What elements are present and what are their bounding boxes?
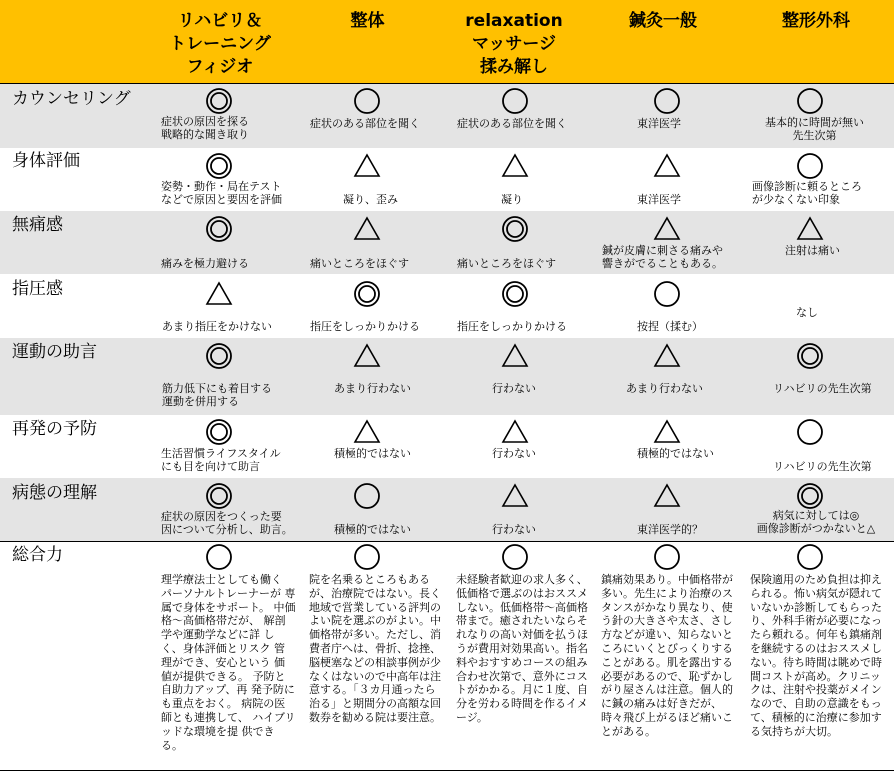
circle-icon xyxy=(653,87,679,113)
triangle-icon xyxy=(353,152,379,178)
triangle-icon xyxy=(653,482,679,508)
row-label-prevention: 再発の予防 xyxy=(12,419,97,439)
double-circle-icon xyxy=(796,482,822,508)
note-pressure-seitai: 指圧をしっかりかける xyxy=(310,320,420,333)
note-pathology-orthopedics: 病気に対しては◎ 画像診断がつかないと△ xyxy=(756,509,876,535)
circle-icon xyxy=(353,482,379,508)
row-label-overall: 総合力 xyxy=(12,545,63,565)
circle-icon xyxy=(353,543,379,569)
summary-acupuncture: 鎮痛効果あり。中価格帯が多い。先生により治療のスタンスがかなり異なり、使う針の大きさや太さ、さし方などが違い、知らないところにいくとびっくりすることがある。肌を露出する必要があるので、恥ずかしがり屋さんは注意。個人的に鍼の痛みは好きだが、時々飛び上がるほど痛いことがある。 xyxy=(601,573,733,738)
summary-seitai: 院を名乗るところもあるが、治療院ではない。長く地域で営業している評判のよい院を選ぶのがよい。中価格帯が多い。ただし、消費者庁へは、骨折、捻挫、脳梗塞などの相談事例が少なくはないので中高年は注意する。「３カ月通ったら治る」と期間分の高額な回数券を勧める院は要注意。 xyxy=(309,573,441,724)
summary-physio: 理学療法士としても働く パーソナルトレーナーが 専属で身体をサポート。 中価格～高価格帯だが、 解剖学や運動学などに詳 しく、身体評価とリスク 管理ができ、安心という 価値が提供できる。 予防と自助力アップ、再 発予防にも重点をおく。 病院の医師とも連携して、 ハイブリッドな環境を提 供できる。 xyxy=(161,573,296,752)
column-header-physio: リハビリ＆ トレーニング フィジオ xyxy=(169,11,271,77)
double-circle-icon xyxy=(353,280,379,306)
double-circle-icon xyxy=(205,482,231,508)
triangle-icon xyxy=(353,418,379,444)
table-rule xyxy=(0,541,894,542)
note-exercise-massage: 行わない xyxy=(492,382,536,395)
note-prevention-orthopedics: リハビリの先生次第 xyxy=(773,460,872,473)
double-circle-icon xyxy=(796,342,822,368)
note-painless-physio: 痛みを極力避ける xyxy=(161,257,249,270)
table-rule xyxy=(0,770,894,771)
double-circle-icon xyxy=(205,342,231,368)
triangle-icon xyxy=(653,215,679,241)
row-label-counseling: カウンセリング xyxy=(12,89,131,109)
triangle-icon xyxy=(653,342,679,368)
note-assessment-seitai: 凝り、歪み xyxy=(343,193,398,206)
note-exercise-physio: 筋力低下にも着目する 運動を併用する xyxy=(162,382,272,408)
note-exercise-seitai: あまり行わない xyxy=(334,382,411,395)
circle-icon xyxy=(501,87,527,113)
note-pathology-acupuncture: 東洋医学的？ xyxy=(637,523,703,536)
triangle-icon xyxy=(501,342,527,368)
row-label-exercise: 運動の助言 xyxy=(12,342,97,362)
row-label-pathology: 病態の理解 xyxy=(12,483,97,503)
note-pressure-physio: あまり指圧をかけない xyxy=(162,320,272,333)
double-circle-icon xyxy=(205,87,231,113)
column-header-massage: relaxation マッサージ 揉み解し xyxy=(465,11,563,77)
note-pathology-physio: 症状の原因をつくった要 因について分析し、助言。 xyxy=(161,510,293,536)
note-assessment-acupuncture: 東洋医学 xyxy=(637,193,681,206)
note-counseling-physio: 症状の原因を探る 戦略的な聞き取り xyxy=(161,115,249,141)
note-painless-seitai: 痛いところをほぐす xyxy=(310,257,409,270)
note-pressure-acupuncture: 按捏（揉む） xyxy=(637,320,703,333)
double-circle-icon xyxy=(205,418,231,444)
circle-icon xyxy=(653,543,679,569)
note-counseling-acupuncture: 東洋医学 xyxy=(637,117,681,130)
column-header-seitai: 整体 xyxy=(350,11,385,31)
note-painless-orthopedics: 注射は痛い xyxy=(785,244,840,257)
double-circle-icon xyxy=(205,152,231,178)
table-rule xyxy=(0,83,894,84)
circle-icon xyxy=(796,87,822,113)
triangle-icon xyxy=(501,418,527,444)
note-pathology-seitai: 積極的ではない xyxy=(334,523,411,536)
circle-icon xyxy=(501,543,527,569)
summary-massage: 未経験者歓迎の求人多く、低価格で選ぶのはおススメしない。低価格帯～高価格帯まで。癒されたいならそれなりの高い対価を払うほうが費用対効果高い。指名料やおすすめコースの組み合わせ次第で、意外にコストがかかる。月に１度、自分を労わる時間を作るイメージ。 xyxy=(456,573,588,724)
double-circle-icon xyxy=(205,215,231,241)
triangle-icon xyxy=(653,152,679,178)
summary-orthopedics: 保険適用のため負担は抑えられる。怖い病気が隠れていないか診断してもらったり、外科手術が必要になったら頼れる。何年も鎮痛剤を継続するのはおススメしない。待ち時間は眺めで時間コストが高め。クリニックは、注射や投薬がメインなので、自助の意識をもって、積極的に治療に参加する気持ちが大切。 xyxy=(750,573,882,738)
circle-icon xyxy=(653,280,679,306)
note-painless-acupuncture: 鍼が皮膚に刺さる痛みや 響きがでることもある。 xyxy=(602,244,723,270)
double-circle-icon xyxy=(501,215,527,241)
note-pathology-massage: 行わない xyxy=(492,523,536,536)
double-circle-icon xyxy=(501,280,527,306)
column-header-orthopedics: 整形外科 xyxy=(782,11,850,31)
triangle-icon xyxy=(353,215,379,241)
note-exercise-orthopedics: リハビリの先生次第 xyxy=(773,382,872,395)
circle-icon xyxy=(796,418,822,444)
note-prevention-seitai: 積極的ではない xyxy=(334,447,411,460)
triangle-icon xyxy=(796,215,822,241)
column-header-acupuncture: 鍼灸一般 xyxy=(629,11,697,31)
row-label-pressure: 指圧感 xyxy=(12,279,63,299)
circle-icon xyxy=(205,543,231,569)
note-assessment-massage: 凝り xyxy=(501,193,523,206)
note-prevention-physio: 生活習慣ライフスタイル にも目を向けて助言 xyxy=(161,447,281,473)
triangle-icon xyxy=(205,280,231,306)
circle-icon xyxy=(353,87,379,113)
note-counseling-massage: 症状のある部位を聞く xyxy=(457,117,567,130)
row-label-assessment: 身体評価 xyxy=(12,151,80,171)
row-label-painless: 無痛感 xyxy=(12,215,63,235)
note-prevention-acupuncture: 積極的ではない xyxy=(637,447,714,460)
triangle-icon xyxy=(353,342,379,368)
note-counseling-orthopedics: 基本的に時間が無い 先生次第 xyxy=(765,116,864,142)
triangle-icon xyxy=(501,482,527,508)
circle-icon xyxy=(796,152,822,178)
note-assessment-physio: 姿勢・動作・局在テスト などで原因と要因を評価 xyxy=(161,180,282,206)
circle-icon xyxy=(796,543,822,569)
note-painless-massage: 痛いところをほぐす xyxy=(457,257,556,270)
note-exercise-acupuncture: あまり行わない xyxy=(626,382,703,395)
triangle-icon xyxy=(653,418,679,444)
note-counseling-seitai: 症状のある部位を聞く xyxy=(310,117,420,130)
triangle-icon xyxy=(501,152,527,178)
note-prevention-massage: 行わない xyxy=(492,447,536,460)
note-pressure-orthopedics: なし xyxy=(796,306,818,319)
note-pressure-massage: 指圧をしっかりかける xyxy=(457,320,567,333)
note-assessment-orthopedics: 画像診断に頼るところ が少なくない印象 xyxy=(752,180,862,206)
